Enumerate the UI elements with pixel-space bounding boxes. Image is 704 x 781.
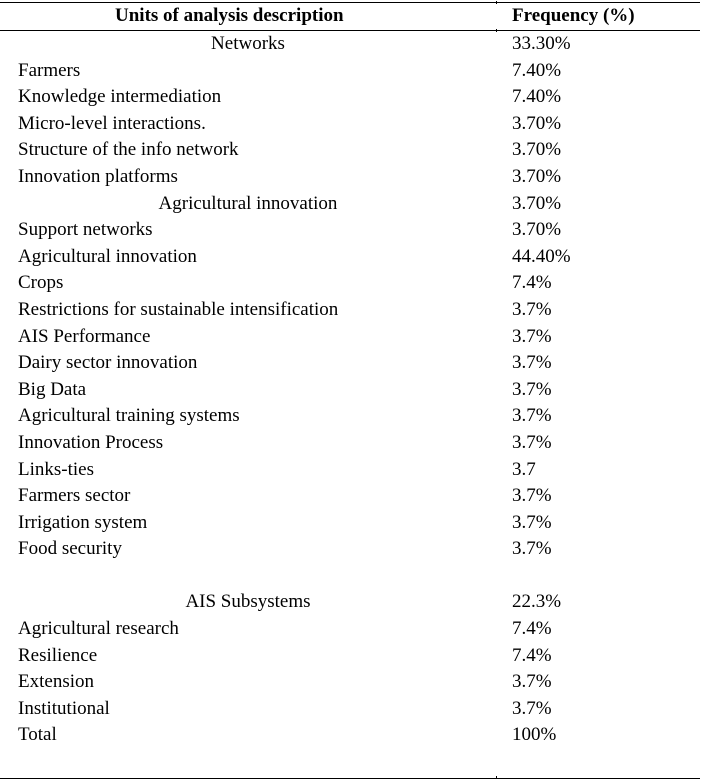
column-divider-tick bbox=[496, 776, 497, 779]
frequency-value: 3.70% bbox=[512, 112, 562, 134]
row-label: Structure of the info network bbox=[18, 139, 239, 161]
frequency-value: 44.40% bbox=[512, 245, 571, 267]
frequency-value: 3.7% bbox=[512, 538, 552, 560]
table-row bbox=[0, 350, 704, 377]
table-row bbox=[0, 84, 704, 111]
frequency-value: 7.4% bbox=[512, 618, 552, 640]
row-label: Links-ties bbox=[18, 458, 94, 480]
row-label: Resilience bbox=[18, 644, 98, 666]
frequency-value: 3.7% bbox=[512, 431, 552, 453]
table-row bbox=[0, 164, 704, 191]
table-row bbox=[0, 457, 704, 484]
table-row bbox=[0, 244, 704, 271]
table-row bbox=[0, 696, 704, 723]
row-label: Restrictions for sustainable intensification bbox=[18, 298, 339, 320]
column-header-description: Units of analysis description bbox=[115, 5, 344, 26]
table-row bbox=[0, 510, 704, 537]
column-header-frequency: Frequency (%) bbox=[512, 5, 635, 26]
frequency-value: 22.3% bbox=[512, 591, 562, 613]
table-row bbox=[0, 270, 704, 297]
row-label: Farmers sector bbox=[18, 485, 131, 507]
row-label: Farmers bbox=[18, 59, 81, 81]
row-label: Agricultural innovation bbox=[18, 245, 197, 267]
frequency-value: 3.7% bbox=[512, 405, 552, 427]
frequency-value: 100% bbox=[512, 724, 557, 746]
section-label: AIS Subsystems bbox=[185, 591, 311, 613]
frequency-value: 3.7% bbox=[512, 671, 552, 693]
row-label: Food security bbox=[18, 538, 122, 560]
row-label: Total bbox=[18, 724, 57, 746]
table-row bbox=[0, 643, 704, 670]
row-label: Knowledge intermediation bbox=[18, 86, 222, 108]
table-row bbox=[0, 377, 704, 404]
row-label: Agricultural research bbox=[18, 618, 179, 640]
frequency-value: 3.70% bbox=[512, 192, 562, 214]
frequency-value: 33.30% bbox=[512, 33, 571, 54]
frequency-value: 3.7% bbox=[512, 378, 552, 400]
table-section-row bbox=[0, 191, 704, 218]
frequency-value: 3.70% bbox=[512, 219, 562, 241]
row-label: Innovation platforms bbox=[18, 165, 178, 187]
frequency-value: 3.7 bbox=[512, 458, 536, 480]
table-body bbox=[0, 31, 704, 749]
table-row bbox=[0, 669, 704, 696]
frequency-value: 7.40% bbox=[512, 86, 562, 108]
frequency-value: 3.7% bbox=[512, 511, 552, 533]
table-row bbox=[0, 137, 704, 164]
row-label: Irrigation system bbox=[18, 511, 148, 533]
table-row bbox=[0, 483, 704, 510]
table-row bbox=[0, 536, 704, 563]
section-label: Agricultural innovation bbox=[158, 192, 338, 214]
row-label: Big Data bbox=[18, 378, 87, 400]
row-label: Micro-level interactions. bbox=[18, 112, 206, 134]
frequency-value: 7.40% bbox=[512, 59, 562, 81]
row-label: Innovation Process bbox=[18, 431, 164, 453]
table-row bbox=[0, 111, 704, 138]
table-row bbox=[0, 58, 704, 85]
table-top-rule bbox=[0, 2, 700, 3]
row-label: Crops bbox=[18, 272, 64, 294]
table-row bbox=[0, 403, 704, 430]
frequency-value: 3.70% bbox=[512, 165, 562, 187]
row-label: Agricultural training systems bbox=[18, 405, 240, 427]
table-bottom-rule bbox=[0, 778, 700, 779]
table-row bbox=[0, 217, 704, 244]
frequency-value: 3.7% bbox=[512, 485, 552, 507]
table-row bbox=[0, 722, 704, 749]
frequency-value: 3.7% bbox=[512, 298, 552, 320]
table-spacer-row bbox=[0, 563, 704, 590]
row-label: Extension bbox=[18, 671, 94, 693]
row-label: AIS Performance bbox=[18, 325, 151, 347]
frequency-value: 3.7% bbox=[512, 325, 552, 347]
row-label: Dairy sector innovation bbox=[18, 352, 198, 374]
table-row bbox=[0, 616, 704, 643]
table-section-row bbox=[0, 31, 704, 58]
table-row bbox=[0, 324, 704, 351]
frequency-value: 3.7% bbox=[512, 352, 552, 374]
table-header bbox=[0, 4, 704, 30]
row-label: Institutional bbox=[18, 697, 110, 719]
table-row bbox=[0, 297, 704, 324]
section-label: Networks bbox=[211, 33, 285, 54]
frequency-value: 3.7% bbox=[512, 697, 552, 719]
row-label: Support networks bbox=[18, 219, 153, 241]
frequency-value: 3.70% bbox=[512, 139, 562, 161]
frequency-value: 7.4% bbox=[512, 272, 552, 294]
table-section-row bbox=[0, 589, 704, 616]
table-row bbox=[0, 430, 704, 457]
frequency-value: 7.4% bbox=[512, 644, 552, 666]
